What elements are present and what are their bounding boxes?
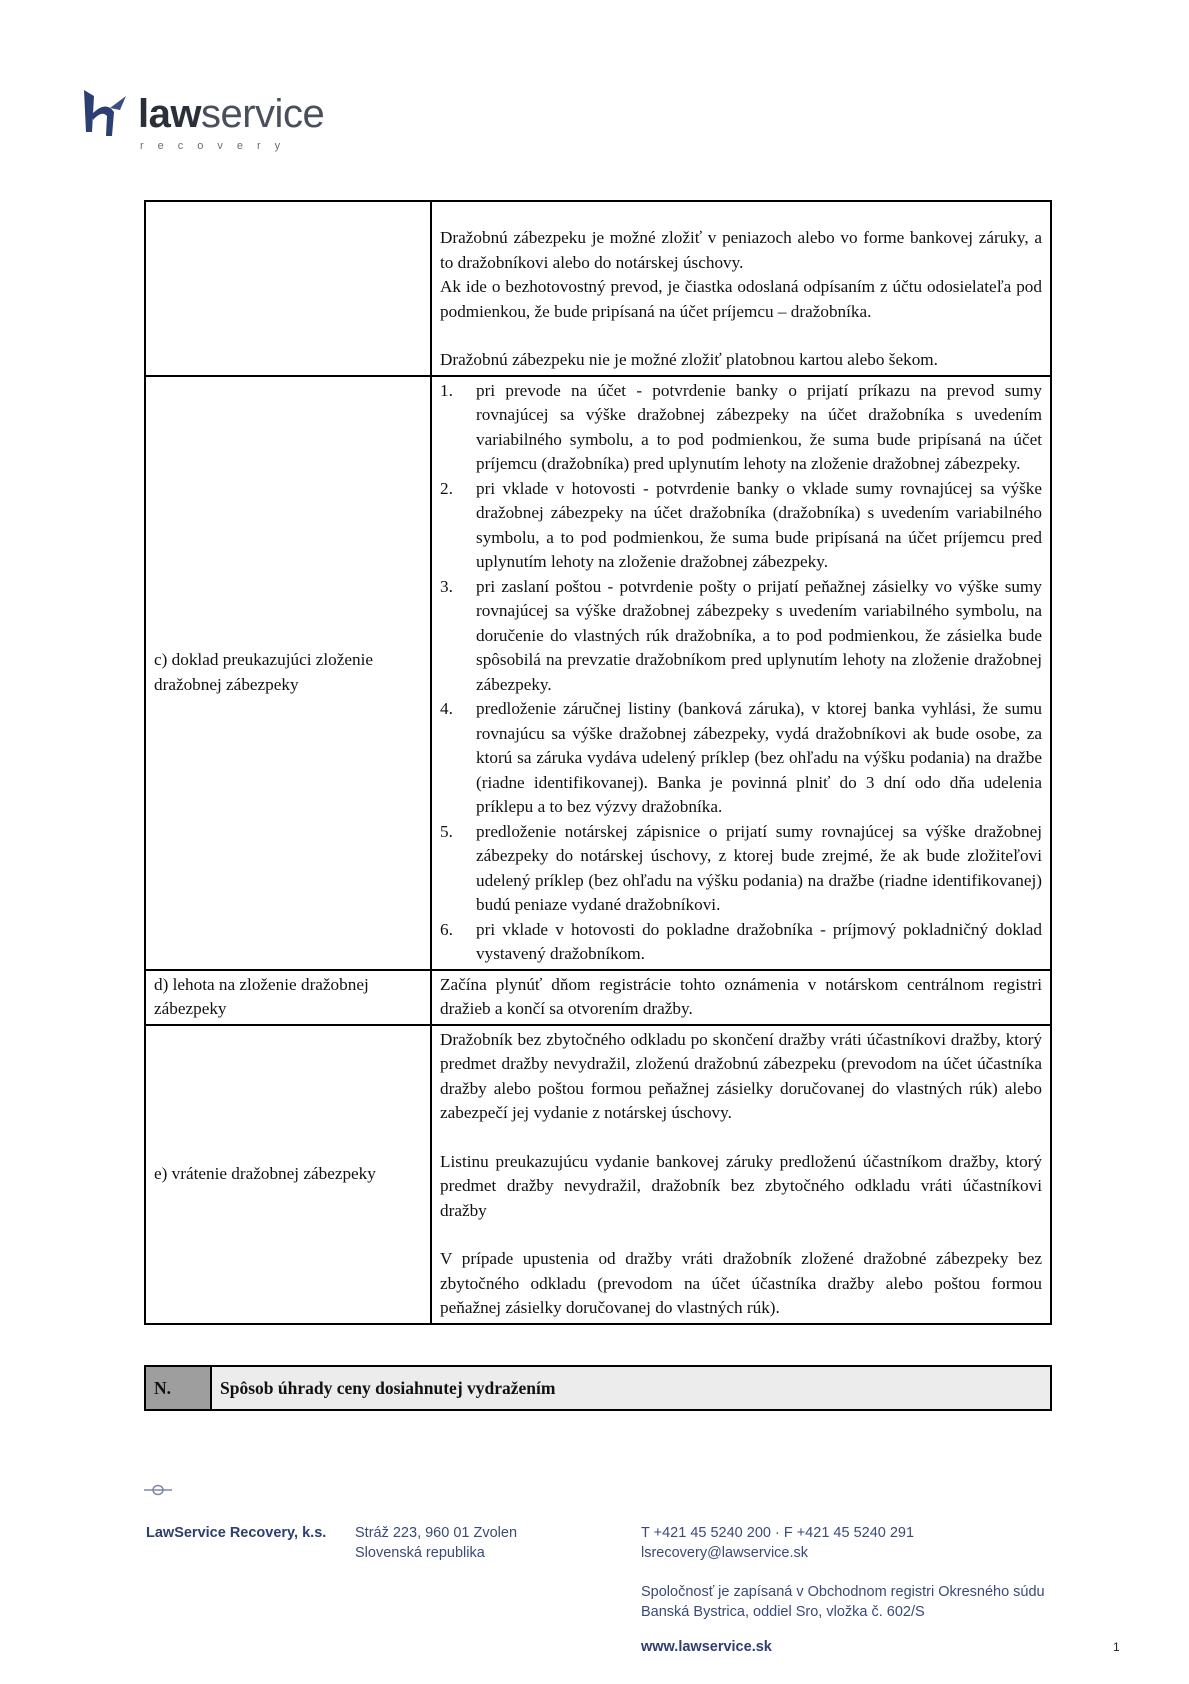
- row-value: [431, 376, 1051, 970]
- list-text: pri vklade v hotovosti - potvrdenie banky o vklade sumy rovnajúcej sa výške dražobnej zábezpeky na účet dražobníka (dražobníka) s uvedením variabilného symbolu, a to pod podmienkou, že suma bude pripísaná na účet príjemcu pred uplynutím lehoty na zloženie dražobnej zábezpeky.: [476, 478, 1042, 571]
- list-item: [440, 477, 1042, 575]
- list-number: 3.: [440, 576, 453, 596]
- spacer: [440, 1223, 1042, 1247]
- registration-line: Spoločnosť je zapísaná v Obchodnom registri Okresného súdu: [641, 1584, 1045, 1600]
- address-line: Slovenská republika: [355, 1545, 485, 1561]
- section-number: N.: [145, 1366, 211, 1410]
- list-text: pri prevode na účet - potvrdenie banky o prijatí príkazu na prevod sumy rovnajúcej sa výške dražobnej zábezpeky na účet dražobníka s uvedením variabilného symbolu, a to pod podmienkou, že suma bude pripísaná na účet príjemcu (dražobníka) pred uplynutím lehoty na zloženie dražobnej zábezpeky.: [476, 380, 1042, 473]
- list-number: 1.: [440, 380, 453, 400]
- row-value: [431, 1025, 1051, 1324]
- logo-mark-icon: [80, 86, 136, 142]
- row-value: [431, 201, 1051, 376]
- list-text: pri zaslaní poštou - potvrdenie pošty o prijatí peňažnej zásielky vo výške sumy rovnajúcej sa výške dražobnej zábezpeky s uvedením variabilného symbolu, na doručenie do vlastných rúk dražobníka, a to pod podmienkou, že zásielka bude spôsobilá na prevzatie dražobníkom pred uplynutím lehoty na zloženie dražobnej zábezpeky.: [476, 576, 1042, 694]
- list-item: [440, 697, 1042, 820]
- email-link[interactable]: lsrecovery@lawservice.sk: [641, 1545, 809, 1561]
- row-value: [431, 970, 1051, 1025]
- paragraph: Dražobnú zábezpeku nie je možné zložiť platobnou kartou alebo šekom.: [440, 350, 938, 369]
- list-text: predloženie záručnej listiny (banková záruka), v ktorej banka vyhlási, že sumu rovnajúcu sa výške dražobnej zábezpeky, vydá dražobníkovi ak bude osobe, za ktorú sa záruka vydáva udelený príklep (bez ohľadu na výšku podania) na dražbe (riadne identifikovanej). Banka je povinná plniť do 3 dní odo dňa udelenia príklepu a to bez výzvy dražobníka.: [476, 699, 1042, 816]
- row-label: e) vrátenie dražobnej zábezpeky: [145, 1025, 431, 1324]
- row-label: d) lehota na zloženie dražobnej zábezpeky: [145, 970, 431, 1025]
- spacer: [440, 324, 1042, 348]
- table-row: [145, 970, 1051, 1025]
- table-row: [145, 376, 1051, 970]
- page-number: 1: [1113, 1640, 1120, 1654]
- section-title: Spôsob úhrady ceny dosiahnutej vydražením: [211, 1366, 1051, 1410]
- section-header: [144, 1365, 1052, 1411]
- logo-subtitle: recovery: [140, 140, 295, 152]
- footer-registration: [641, 1582, 1045, 1622]
- company-logo: [80, 86, 340, 156]
- paragraph: Listinu preukazujúcu vydanie bankovej záruky predloženú účastníkom dražby, ktorý predmet dražby nevydražil, dražobník bez zbytočného odkladu vráti účastníkovi dražby: [440, 1151, 1042, 1220]
- spacer: [440, 1126, 1042, 1150]
- paragraph: Začína plynúť dňom registrácie tohto oznámenia v notárskom centrálnom registri dražieb a končí sa otvorením dražby.: [440, 974, 1042, 1018]
- paragraph: Ak ide o bezhotovostný prevod, je čiastka odoslaná odpísaním z účtu odosielateľa pod podmienkou, že bude pripísaná na účet príjemcu – dražobníka.: [440, 277, 1042, 321]
- logo-wordmark: lawservice: [138, 92, 325, 136]
- address-line: Stráž 223, 960 01 Zvolen: [355, 1525, 518, 1541]
- paragraph: Dražobnú zábezpeku je možné zložiť v peniazoch alebo vo forme bankovej záruky, a to dražobníkovi alebo do notárskej úschovy.: [440, 228, 1042, 272]
- list-number: 5.: [440, 821, 453, 841]
- table-row: [145, 1025, 1051, 1324]
- list-text: predloženie notárskej zápisnice o prijatí sumy rovnajúcej sa výške dražobnej zábezpeky do notárskej úschovy, z ktorej bude zrejmé, že ak bude zložiteľovi udelený príklep (bez ohľadu na výšku podania) na dražbe (riadne identifikovanej) budú peniaze vydané dražobníkovi.: [476, 821, 1042, 914]
- list-item: [440, 575, 1042, 698]
- list-number: 4.: [440, 699, 453, 718]
- footer-contact: [641, 1523, 914, 1563]
- list-item: [440, 379, 1042, 477]
- paragraph: V prípade upustenia od dražby vráti dražobník zložené dražobné zábezpeky bez zbytočného odkladu (prevodom na účet účastníka dražby alebo poštou formou peňažnej zásielky doručovanej do vlastných rúk).: [440, 1249, 1042, 1317]
- auction-deposit-table: [144, 200, 1052, 1325]
- row-label: [145, 201, 431, 376]
- list-item: [440, 918, 1042, 967]
- footer-company: LawService Recovery, k.s.: [146, 1525, 327, 1541]
- footer-address: [355, 1523, 517, 1563]
- list-item: [440, 820, 1042, 918]
- website-link[interactable]: www.lawservice.sk: [641, 1639, 772, 1655]
- registration-line: Banská Bystrica, oddiel Sro, vložka č. 602/S: [641, 1604, 925, 1620]
- row-label: c) doklad preukazujúci zloženie dražobnej zábezpeky: [145, 376, 431, 970]
- footer-logo-icon: [144, 1483, 172, 1497]
- phone-fax: T +421 45 5240 200 · F +421 45 5240 291: [641, 1525, 915, 1541]
- list-number: 2.: [440, 478, 453, 498]
- list-text: pri vklade v hotovosti do pokladne dražobníka - príjmový pokladničný doklad vystavený dražobníkom.: [476, 919, 1042, 963]
- list-number: 6.: [440, 919, 453, 939]
- numbered-list: [440, 379, 1042, 967]
- table-row: [145, 201, 1051, 376]
- paragraph: Dražobník bez zbytočného odkladu po skončení dražby vráti účastníkovi dražby, ktorý predmet dražby nevydražil, zloženú dražobnú zábezpeku (prevodom na účet účastníka dražby alebo poštou formou peňažnej zásielky doručovanej do vlastných rúk) alebo zabezpečí jej vydanie z notárskej úschovy.: [440, 1029, 1042, 1122]
